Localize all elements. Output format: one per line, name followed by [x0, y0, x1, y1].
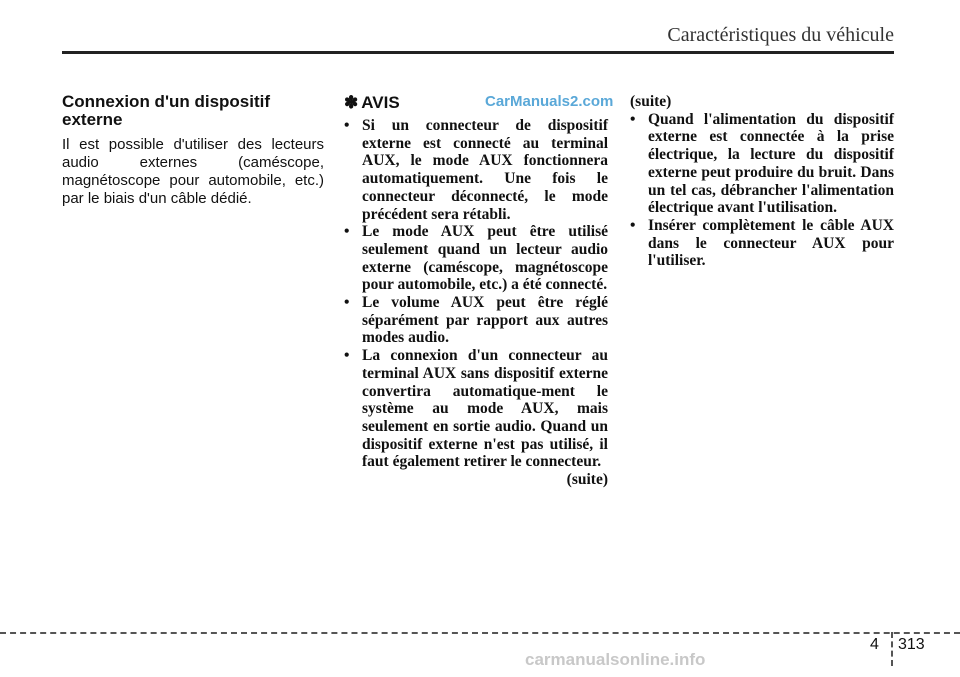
header-rule	[62, 51, 894, 54]
watermark-link[interactable]: CarManuals2.com	[485, 93, 614, 110]
left-column	[62, 93, 324, 208]
list-item: • Si un connecteur de dispositif externe est connecté au terminal AUX, le mode AUX fonctionnera automatiquement. Une fois le connecteur déconnecté, le mode précédent sera rétabli.	[344, 117, 608, 223]
page-separator	[891, 632, 893, 666]
list-item: • Insérer complètement le câble AUX dans le connecteur AUX pour l'utiliser.	[630, 216, 894, 270]
notice-heading	[344, 93, 608, 113]
list-item: • Le volume AUX peut être réglé séparément par rapport aux autres modes audio.	[344, 294, 608, 347]
page-number: 313	[898, 636, 925, 653]
list-item: • Le mode AUX peut être utilisé seulement quand un lecteur audio externe (caméscope, magnétoscope pour automobile, etc.) a été connecté.	[344, 223, 608, 294]
notice-heading-label: AVIS	[361, 93, 400, 112]
asterisk-icon: ✽	[344, 93, 359, 112]
notice-column	[344, 93, 608, 489]
footer-watermark: carmanualsonline.info	[525, 650, 706, 669]
header-title: Caractéristiques du véhicule	[667, 24, 894, 46]
chapter-number: 4	[870, 636, 879, 653]
list-item: • La connexion d'un connecteur au terminal AUX sans dispositif externe convertira automatique-ment le système au mode AUX, mais seulement en sortie audio. Quand un dispositif externe n'est pas utilisé, il faut également retirer le connecteur.	[344, 347, 608, 471]
list-item: • Quand l'alimentation du dispositif externe est connectée à la prise électrique, la lecture du dispositif externe peut produire du bruit. Dans un tel cas, débrancher l'alimentation électrique avant l'utilisation.	[630, 110, 894, 217]
intro-paragraph: Il est possible d'utiliser des lecteurs audio externes (caméscope, magnétoscope pour automobile, etc.) par le biais d'un câble dédié.	[62, 136, 324, 207]
continued-label: (suite)	[630, 93, 672, 110]
section-title: Connexion d'un dispositif externe	[62, 92, 271, 129]
footer-rule	[0, 632, 960, 634]
notice-list	[344, 117, 608, 471]
right-column	[630, 93, 894, 270]
continued-label: (suite)	[566, 471, 608, 489]
continued-list	[630, 111, 894, 270]
